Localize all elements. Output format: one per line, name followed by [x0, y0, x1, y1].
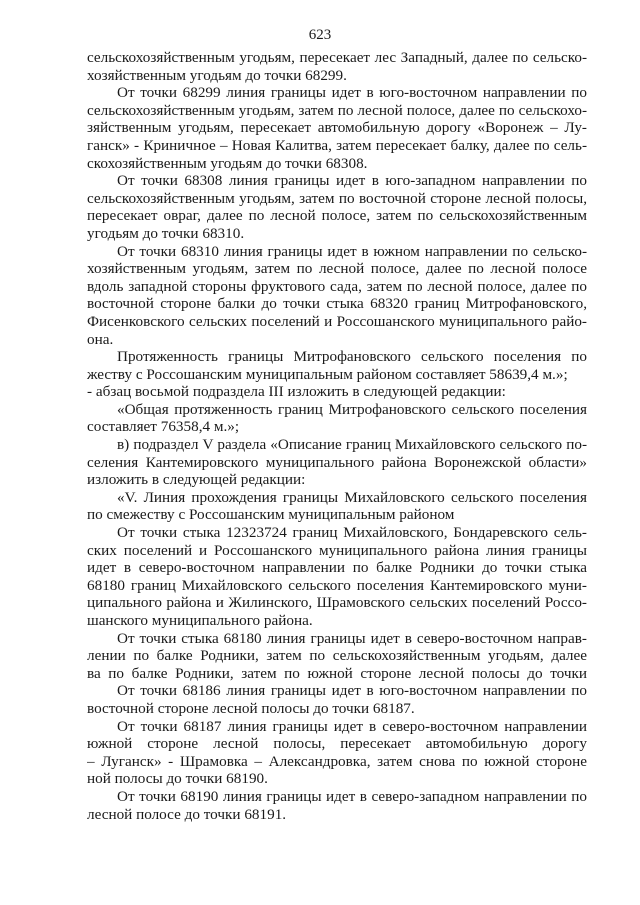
text-line: хозяйственным угодьям до точки 68299. [87, 66, 347, 84]
text-line: в) подраздел V раздела «Описание границ Михайловского сельского по- [117, 436, 587, 454]
text-line: Фисенковского сельских поселений и Россошанского муниципального райо- [87, 312, 587, 330]
text-line: лесной полосе до точки 68191. [87, 805, 287, 823]
text-line: От точки 68190 линия границы идет в северо-западном направлении по [117, 787, 587, 805]
text-line: восточной стороне балки до точки стыка 68320 границ Митрофановского, [87, 295, 587, 313]
text-line: изложить в следующей редакции: [87, 471, 306, 489]
text-line: шанского муниципального района. [87, 612, 313, 629]
text-line: жеству с Россошанским муниципальным районом составляет 58639,4 м.»; [87, 365, 568, 383]
text-line: пересекает овраг, далее по лесной полосе, затем по сельскохозяйственным [87, 207, 587, 225]
text-line: «Общая протяженность границ Митрофановского сельского поселения [117, 400, 587, 418]
text-line: ципального района и Жилинского, Шрамовского сельских поселений Россо- [87, 594, 587, 612]
text-line: вдоль западной стороны фруктового сада, затем по лесной полосе, далее по [87, 277, 587, 295]
text-line: зяйственным угодьям, пересекает автомобильную дорогу «Воронеж – Лу- [87, 119, 587, 137]
text-line: От точки 68308 линия границы идет в юго-западном направлении по [117, 172, 587, 190]
text-line: сельскохозяйственным угодьям, затем по лесной полосе, далее по сельскохо- [87, 101, 587, 119]
text-line: От точки 68186 линия границы идет в юго-восточном направлении по [117, 682, 587, 700]
text-line: Протяженность границы Митрофановского сельского поселения по [117, 348, 587, 366]
text-line: сельскохозяйственным угодьям, затем по восточной стороне лесной полосы, [87, 189, 587, 207]
text-line: скохозяйственным угодьям до точки 68308. [87, 154, 368, 172]
text-line: восточной стороне лесной полосы до точки 68187. [87, 699, 415, 717]
text-line: сельскохозяйственным угодьям, пересекает лес Западный, далее по сельско- [87, 49, 587, 66]
text-line: составляет 76358,4 м.»; [87, 418, 240, 436]
text-line: «V. Линия прохождения границы Михайловского сельского поселения [117, 488, 587, 506]
text-line: идет в северо-восточном направлении по балке Родники до точки стыка [87, 559, 587, 577]
text-line: От точки 68187 линия границы идет в северо-восточном направлении [117, 717, 587, 735]
text-line: хозяйственным угодьям, затем по лесной полосе, далее по лесной полосе [87, 260, 587, 278]
text-line: – Луганск» - Шрамовка – Александровка, затем снова по южной стороне [87, 752, 587, 770]
text-line: ва по балке Родники, затем по южной стороне лесной полосы до точки [87, 664, 587, 682]
text-line: южной стороне лесной полосы, пересекает автомобильную дорогу [87, 735, 587, 753]
text-line: От точки стыка 68180 линия границы идет в северо-восточном направ- [117, 629, 587, 647]
text-line: ной полосы до точки 68190. [87, 770, 268, 788]
text-line: по смежеству с Россошанским муниципальным районом [87, 506, 455, 524]
text-line: От точки 68299 линия границы идет в юго-восточном направлении по [117, 84, 587, 102]
text-line: угодьям до точки 68310. [87, 224, 245, 242]
text-line: она. [87, 330, 114, 348]
text-line: селения Кантемировского муниципального района Воронежской области» [87, 453, 587, 471]
document-body [87, 49, 587, 823]
text-line: ганск» - Криничное – Новая Калитва, затем пересекает балку, далее по сель- [87, 136, 587, 154]
text-line: 68180 границ Михайловского сельского поселения Кантемировского муни- [87, 576, 587, 594]
text-line: От точки стыка 12323724 границ Михайловского, Бондаревского сель- [117, 524, 587, 542]
text-line: От точки 68310 линия границы идет в южном направлении по сельско- [117, 242, 587, 260]
text-line: лении по балке Родники, затем по сельскохозяйственным угодьям, далее [87, 647, 587, 665]
text-line: ских поселений и Россошанского муниципального района линия границы [87, 541, 587, 559]
page-number: 623 [308, 27, 332, 43]
text-line: - абзац восьмой подраздела III изложить в следующей редакции: [87, 383, 506, 401]
